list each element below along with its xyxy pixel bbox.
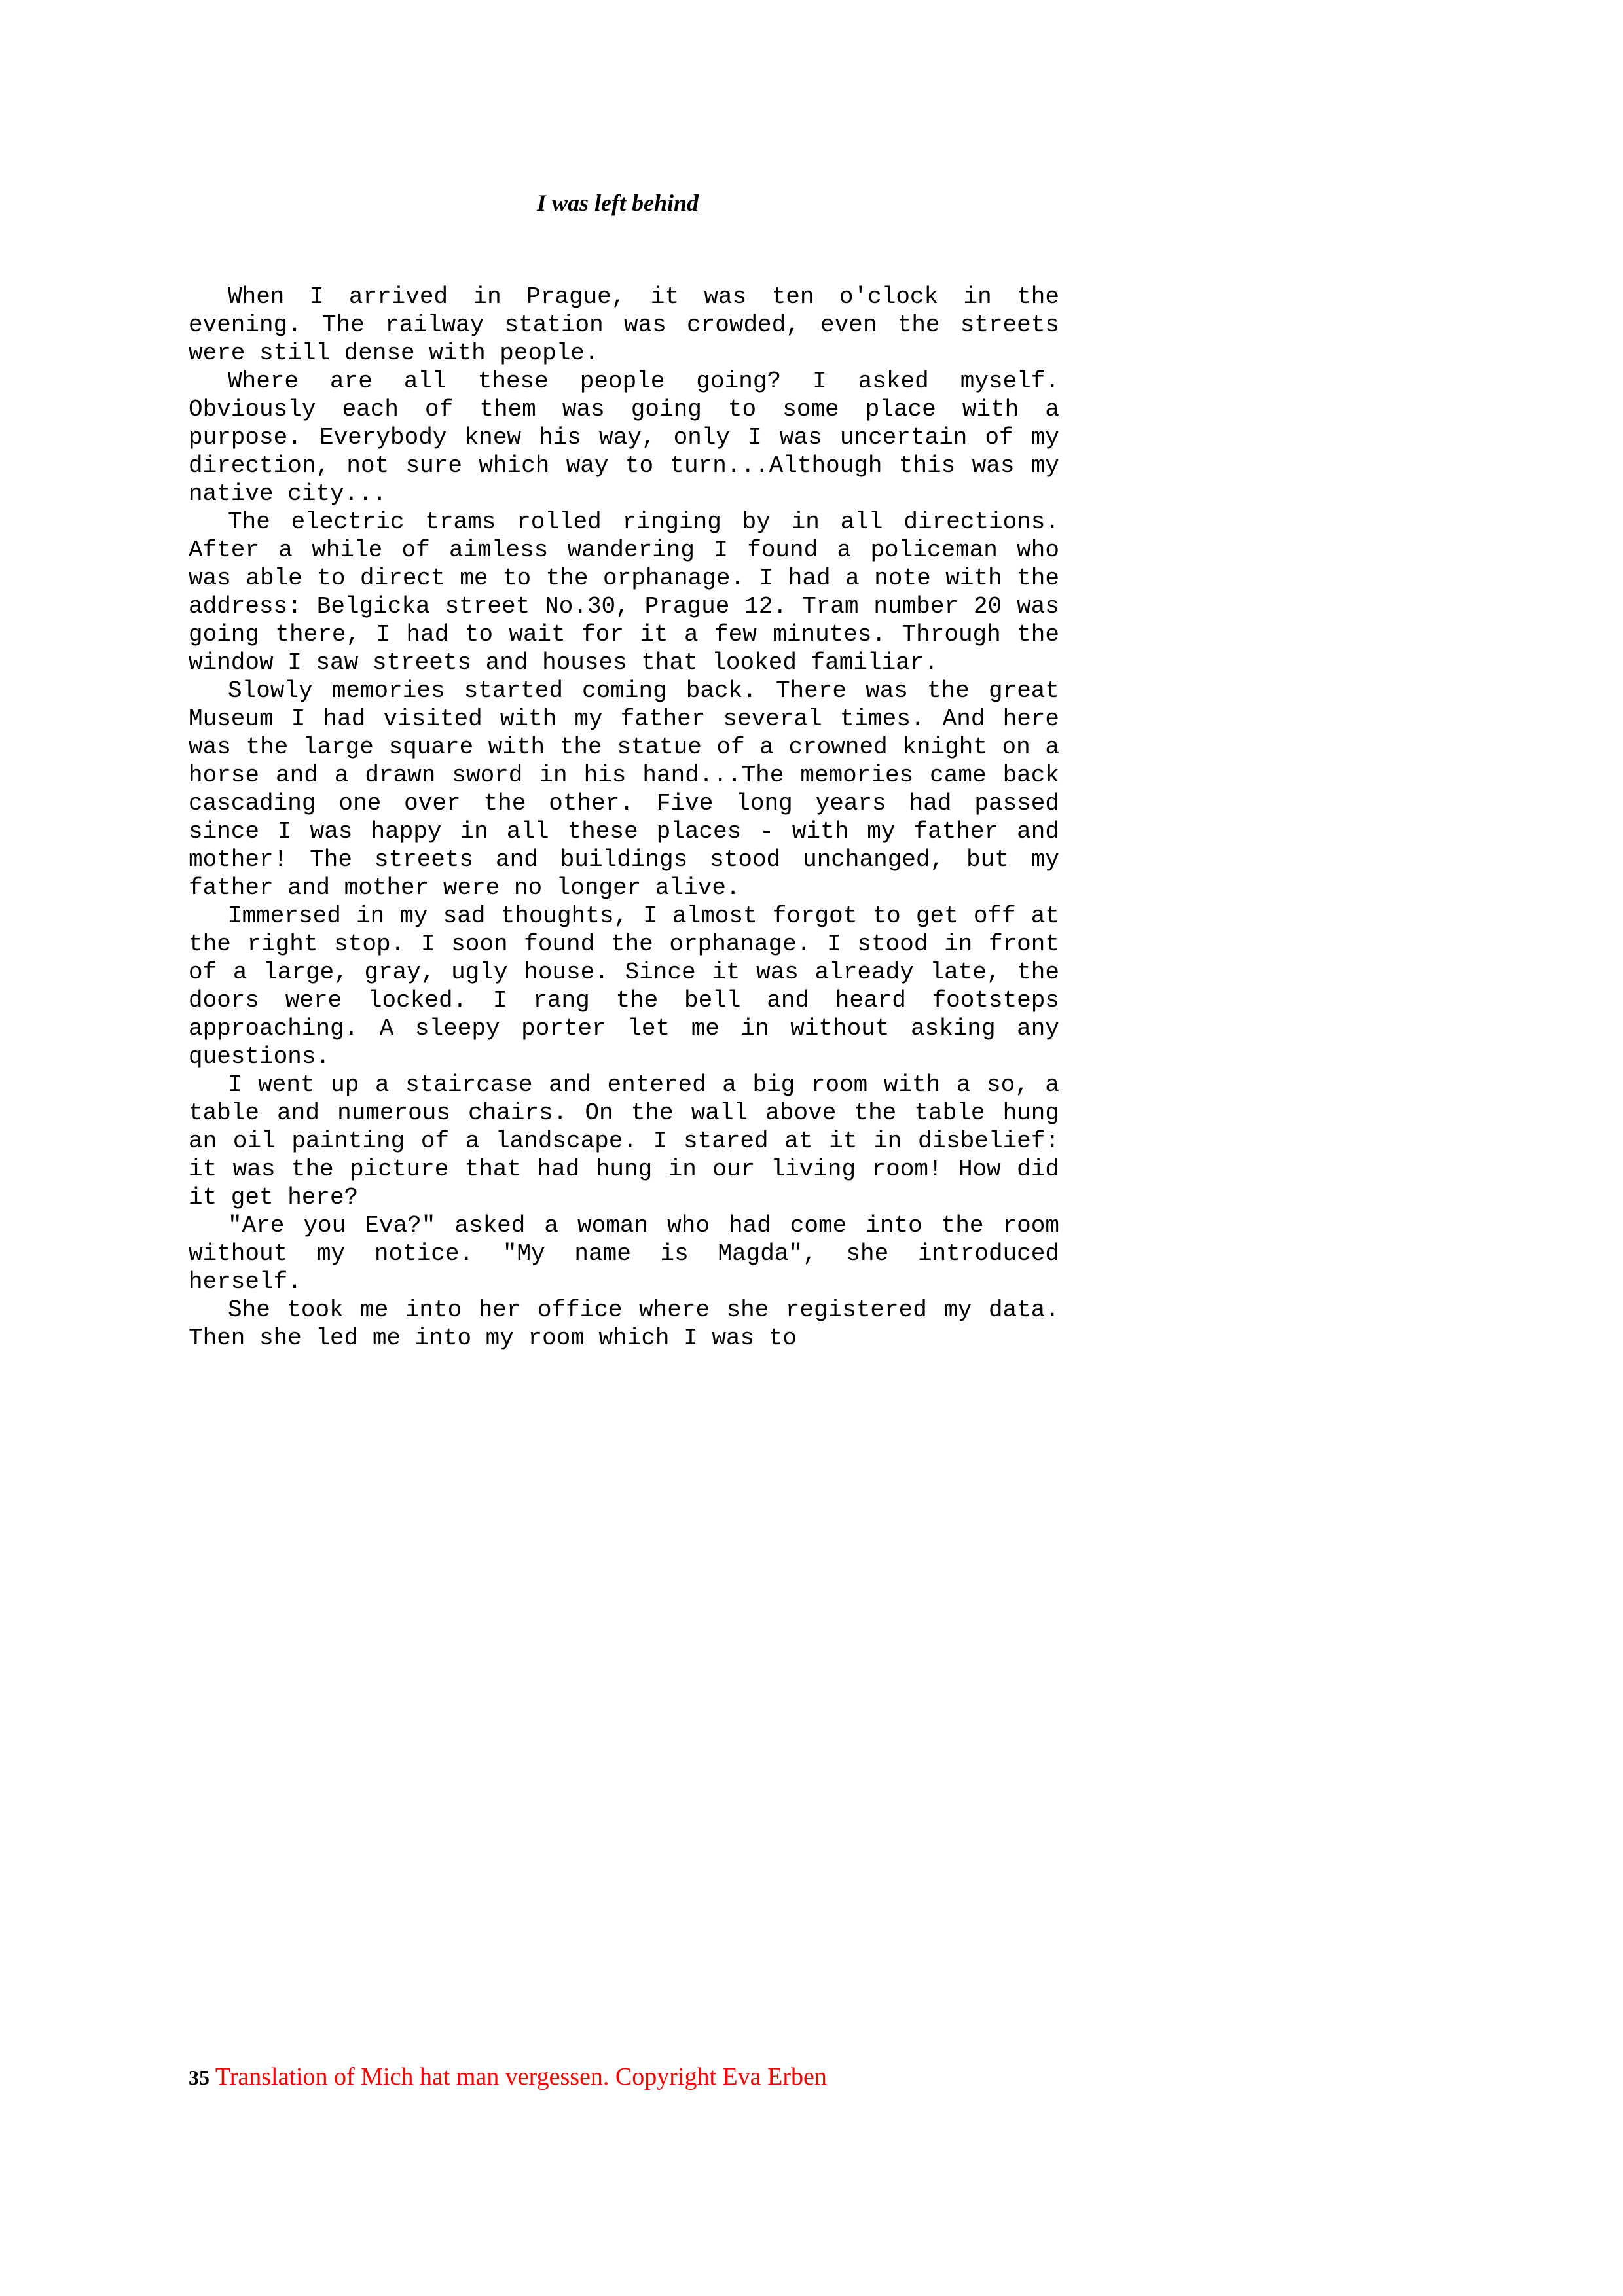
paragraph-7: "Are you Eva?" asked a woman who had come into the room without my notice. "My name is Magda", she introduced herself. [189, 1212, 1059, 1295]
paragraph-2: Where are all these people going? I asked myself. Obviously each of them was going to some place with a purpose. Everybody knew his way, only I was uncertain of my direction, not sure which way to turn...Although this was my native city... [189, 368, 1059, 507]
paragraph-3: The electric trams rolled ringing by in all directions. After a while of aimless wandering I found a policeman who was able to direct me to the orphanage. I had a note with the address: Belgicka street No.30, Prague 12. Tram number 20 was going there, I had to wait for it a few minutes. Through the window I saw streets and houses that looked familiar. [189, 509, 1059, 676]
paragraph-1: When I arrived in Prague, it was ten o'clock in the evening. The railway station was crowded, even the streets were still dense with people. [189, 283, 1059, 367]
paragraph-5: Immersed in my sad thoughts, I almost forgot to get off at the right stop. I soon found the orphanage. I stood in front of a large, gray, ugly house. Since it was already late, the doors were locked. I rang the bell and heard footsteps approaching. A sleepy porter let me in without asking any questions. [189, 903, 1059, 1070]
page-footer [189, 2062, 1367, 2092]
body-text [189, 283, 1059, 1352]
page-number: 35 [189, 2066, 210, 2089]
paragraph-6: I went up a staircase and entered a big room with a so, a table and numerous chairs. On the wall above the table hung an oil painting of a landscape. I stared at it in disbelief: it was the picture that had hung in our living room! How did it get here? [189, 1071, 1059, 1211]
paragraph-8: She took me into her office where she registered my data. Then she led me into my room which I was to [189, 1297, 1059, 1352]
chapter-title: I was left behind [537, 190, 699, 216]
footer-copyright: Translation of Mich hat man vergessen. Copyright Eva Erben [215, 2063, 827, 2090]
paragraph-4: Slowly memories started coming back. There was the great Museum I had visited with my father several times. And here was the large square with the statue of a crowned knight on a horse and a drawn sword in his hand...The memories came back cascading one over the other. Five long years had passed since I was happy in all these places - with my father and mother! The streets and buildings stood unchanged, but my father and mother were no longer alive. [189, 677, 1059, 901]
